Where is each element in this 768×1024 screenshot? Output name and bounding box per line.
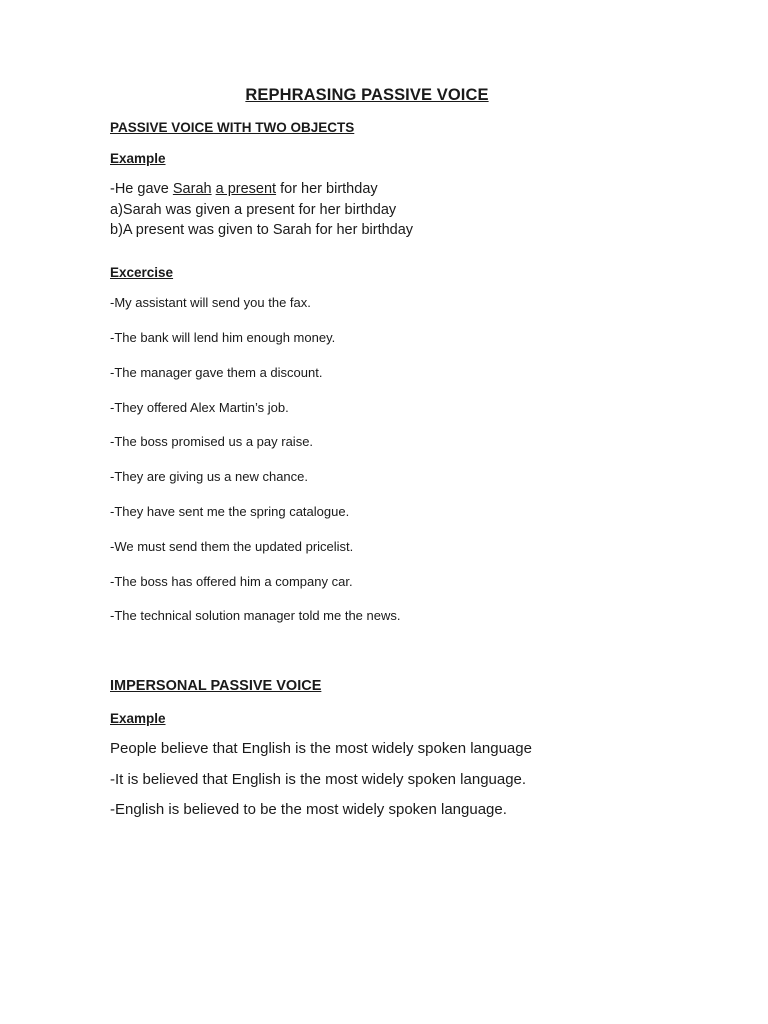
exercise-item: -The boss has offered him a company car. xyxy=(110,574,353,589)
exercise-item: -They offered Alex Martin’s job. xyxy=(110,400,289,415)
section-heading-impersonal: IMPERSONAL PASSIVE VOICE xyxy=(110,678,322,694)
exercise-item: -The technical solution manager told me the news. xyxy=(110,608,401,623)
example-label: Example xyxy=(110,151,166,166)
example-label: Example xyxy=(110,711,166,726)
example-sentence-prefix: -He gave xyxy=(110,181,173,197)
exercise-item: -My assistant will send you the fax. xyxy=(110,295,311,310)
exercise-item: -The boss promised us a pay raise. xyxy=(110,434,314,449)
exercise-item: -The manager gave them a discount. xyxy=(110,365,323,380)
example-sentence xyxy=(110,181,378,197)
section-heading-two-objects: PASSIVE VOICE WITH TWO OBJECTS xyxy=(110,120,355,135)
example-answer-a: a)Sarah was given a present for her birthday xyxy=(110,202,397,218)
exercise-item: -They have sent me the spring catalogue. xyxy=(110,504,350,519)
impersonal-example-sentence: People believe that English is the most widely spoken language xyxy=(110,740,532,757)
exercise-item: -We must send them the updated pricelist. xyxy=(110,539,354,554)
exercise-item: -They are giving us a new chance. xyxy=(110,469,308,484)
underlined-indirect-object: Sarah xyxy=(172,181,212,197)
page-title: REPHRASING PASSIVE VOICE xyxy=(245,86,489,104)
underlined-direct-object: a present xyxy=(215,181,277,197)
exercise-label: Excercise xyxy=(110,265,174,280)
impersonal-example-answer: -It is believed that English is the most widely spoken language. xyxy=(110,771,527,788)
example-sentence-suffix: for her birthday xyxy=(276,181,378,197)
exercise-item: -The bank will lend him enough money. xyxy=(110,330,336,345)
impersonal-example-answer: -English is believed to be the most widely spoken language. xyxy=(110,801,507,818)
example-answer-b: b)A present was given to Sarah for her birthday xyxy=(110,222,414,238)
